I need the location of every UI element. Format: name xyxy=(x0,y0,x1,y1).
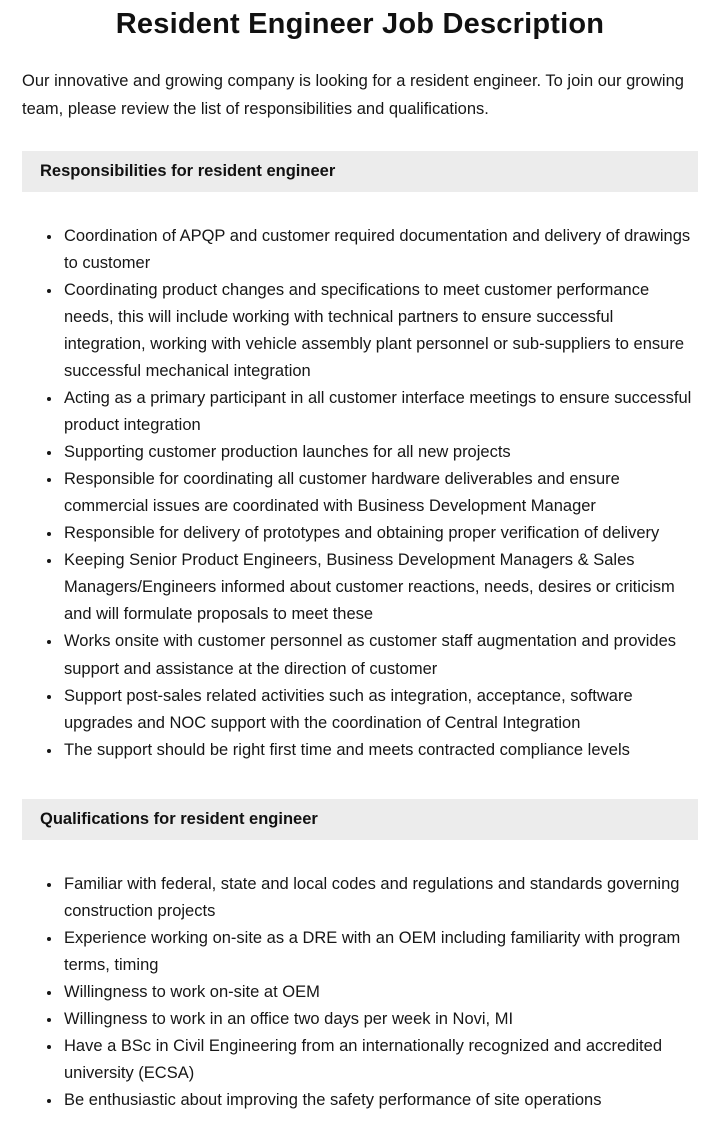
responsibility-list-item: • Supporting customer production launches for all new projects xyxy=(62,439,698,466)
responsibilities-list xyxy=(22,223,698,764)
qualification-list-item: • Willingness to work on-site at OEM xyxy=(62,979,698,1006)
page-title: Resident Engineer Job Description xyxy=(115,8,605,40)
responsibility-list-item: • Responsible for delivery of prototypes and obtaining proper verification of delivery xyxy=(62,520,698,547)
responsibility-list-item: • The support should be right first time and meets contracted compliance levels xyxy=(62,737,698,764)
qualification-list-item: • Be enthusiastic about improving the safety performance of site operations xyxy=(62,1087,698,1114)
responsibility-list-item: • Keeping Senior Product Engineers, Business Development Managers & Sales Managers/Engineers informed about customer reactions, needs, desires or criticism and will formulate proposals to meet these xyxy=(62,547,698,628)
qualifications-section xyxy=(22,799,698,1114)
qualifications-heading: Qualifications for resident engineer xyxy=(22,799,698,840)
responsibility-list-item: • Coordinating product changes and specifications to meet customer performance needs, this will include working with technical partners to ensure successful integration, working with vehicle assembly plant personnel or sub-suppliers to ensure successful mechanical integration xyxy=(62,277,698,385)
responsibility-list-item: • Works onsite with customer personnel as customer staff augmentation and provides support and assistance at the direction of customer xyxy=(62,628,698,682)
qualifications-list xyxy=(22,871,698,1114)
qualification-list-item: • Have a BSc in Civil Engineering from an internationally recognized and accredited university (ECSA) xyxy=(62,1033,698,1087)
qualification-list-item: • Familiar with federal, state and local codes and regulations and standards governing construction projects xyxy=(62,871,698,925)
intro-paragraph: Our innovative and growing company is looking for a resident engineer. To join our growing team, please review the list of responsibilities and qualifications. xyxy=(22,72,684,118)
responsibility-list-item: • Responsible for coordinating all customer hardware deliverables and ensure commercial issues are coordinated with Business Development Manager xyxy=(62,466,698,520)
qualification-list-item: • Experience working on-site as a DRE with an OEM including familiarity with program terms, timing xyxy=(62,925,698,979)
responsibilities-heading: Responsibilities for resident engineer xyxy=(22,151,698,192)
responsibility-list-item: • Support post-sales related activities such as integration, acceptance, software upgrades and NOC support with the coordination of Central Integration xyxy=(62,683,698,737)
responsibilities-section xyxy=(22,151,698,764)
responsibility-list-item: • Acting as a primary participant in all customer interface meetings to ensure successful product integration xyxy=(62,385,698,439)
qualification-list-item: • Willingness to work in an office two days per week in Novi, MI xyxy=(62,1006,698,1033)
responsibility-list-item: • Coordination of APQP and customer required documentation and delivery of drawings to customer xyxy=(62,223,698,277)
